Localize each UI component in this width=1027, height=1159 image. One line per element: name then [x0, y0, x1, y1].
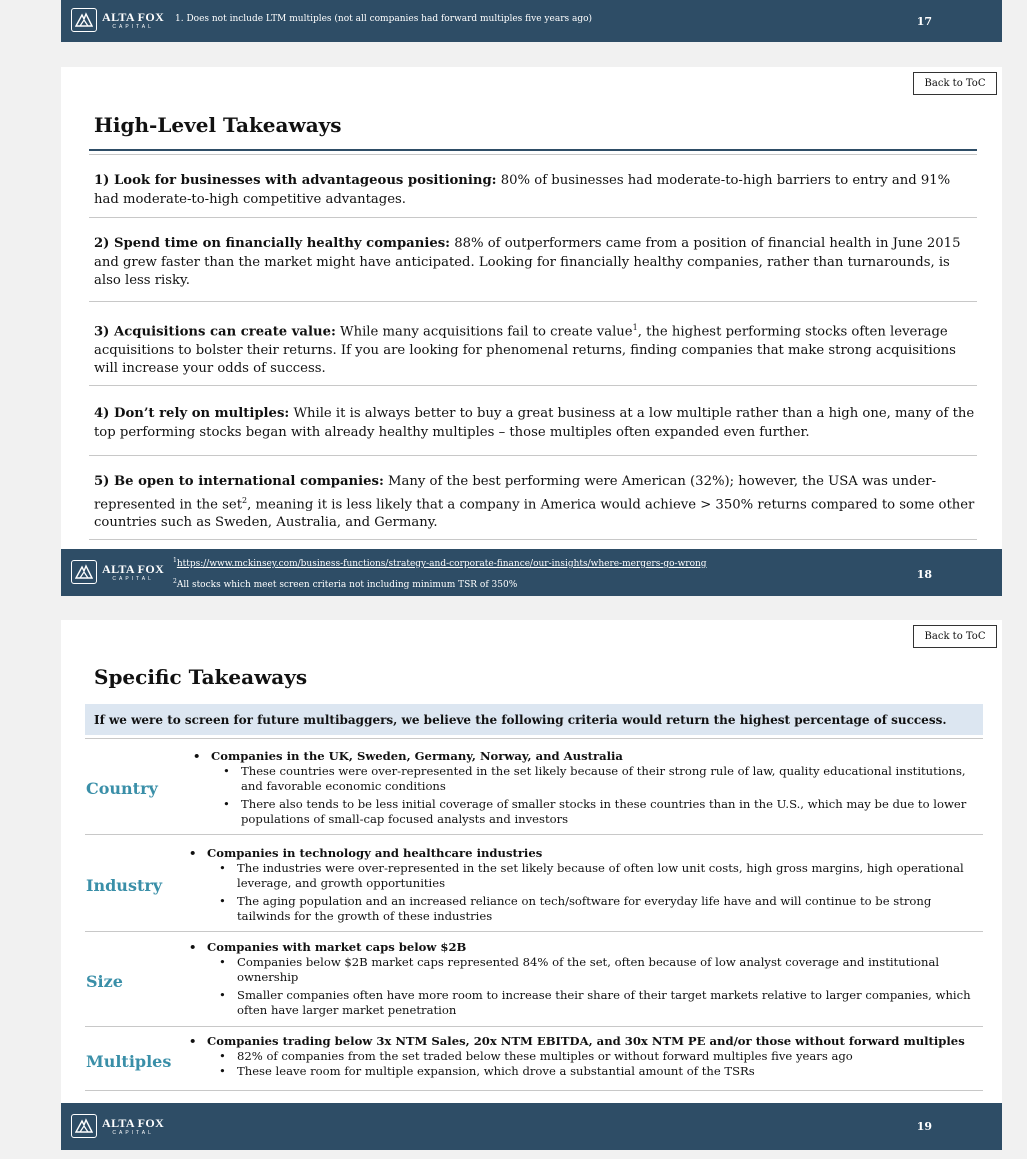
- mckinsey-link[interactable]: https://www.mckinsey.com/business-functions/strategy-and-corporate-finance/our-insights/where-mergers-go-wrong: [176, 559, 707, 569]
- takeaway-head: 1) Look for businesses with advantageous positioning:: [94, 173, 497, 188]
- criteria-sub: • The aging population and an increased reliance on tech/software for everyday life have and will continue to be strong tailwinds for the growth of these industries: [219, 894, 975, 924]
- criteria-main: • Companies in the UK, Sweden, Germany, Norway, and Australia: [193, 749, 979, 764]
- divider: [89, 301, 977, 302]
- page17-number: 17: [916, 15, 932, 28]
- takeaway-head: 2) Spend time on financially healthy companies:: [94, 236, 451, 251]
- logo-sub: CAPITAL: [112, 1129, 154, 1136]
- takeaway-text: While it is always better to buy a great business at a low multiple rather than a high one, many of the top performing stocks began with already healthy multiples – those multiples often expanded even further.: [94, 406, 975, 440]
- footnote-ref: 2: [242, 495, 248, 505]
- divider: [89, 455, 977, 456]
- footnote-2-mark: 2: [173, 578, 177, 585]
- fox-icon: [71, 8, 97, 32]
- criteria-block-size: [185, 940, 975, 1018]
- criteria-sub: • There also tends to be less initial coverage of smaller stocks in these countries than in the U.S., which may be due to lower populations of small-cap focused analysts and investors: [223, 797, 979, 827]
- divider: [89, 217, 977, 218]
- takeaway-item: [94, 319, 979, 379]
- alta-fox-logo: [71, 1113, 164, 1139]
- criteria-sub: • Companies below $2B market caps represented 84% of the set, often because of low analyst coverage and institutional ownership: [219, 955, 975, 985]
- page19-number: 19: [916, 1120, 932, 1133]
- back-to-toc-button[interactable]: Back to ToC: [913, 72, 997, 95]
- criteria-sub: • The industries were over-represented in the set likely because of often low unit costs, high gross margins, high operational leverage, and growth opportunities: [219, 861, 975, 891]
- takeaway-head: 5) Be open to international companies:: [94, 474, 384, 489]
- footnote-ref: 1: [632, 323, 638, 332]
- divider: [85, 1026, 983, 1027]
- divider: [85, 931, 983, 932]
- divider: [85, 1090, 983, 1091]
- divider: [85, 834, 983, 835]
- takeaway-item: [94, 172, 979, 209]
- back-to-toc-button[interactable]: Back to ToC: [913, 625, 997, 648]
- category-multiples: Multiples: [86, 1052, 172, 1071]
- logo-name: ALTA FOX: [102, 1115, 165, 1130]
- footnote-2-text: All stocks which meet screen criteria not including minimum TSR of 350%: [176, 580, 518, 590]
- logo-name: ALTA FOX: [102, 561, 165, 576]
- criteria-sub: • Smaller companies often have more room to increase their share of their target markets relative to larger companies, which often have larger market penetration: [219, 988, 975, 1018]
- page18-slide: [61, 67, 1002, 549]
- logo-name: ALTA FOX: [102, 9, 165, 24]
- fox-icon: [71, 560, 97, 584]
- page17-footnote: 1. Does not include LTM multiples (not all companies had forward multiples five years ago): [175, 14, 593, 24]
- alta-fox-logo: [71, 559, 164, 585]
- logo-sub: CAPITAL: [112, 23, 154, 30]
- takeaway-item: [94, 473, 979, 533]
- criteria-block-country: [189, 749, 979, 827]
- footnote-2: [173, 578, 517, 590]
- takeaway-item: [94, 235, 979, 291]
- criteria-main: • Companies in technology and healthcare industries: [189, 846, 975, 861]
- criteria-block-industry: [185, 846, 975, 924]
- takeaway-item: [94, 405, 979, 442]
- fox-icon: [71, 1114, 97, 1138]
- criteria-main: • Companies trading below 3x NTM Sales, 20x NTM EBITDA, and 30x NTM PE and/or those without forward multiples: [189, 1034, 975, 1049]
- takeaway-text: 80% of businesses had moderate-to-high barriers to entry and 91% had moderate-to-high competitive advantages.: [94, 173, 951, 207]
- category-country: Country: [86, 779, 158, 798]
- takeaway-text: While many acquisitions fail to create value: [335, 324, 633, 340]
- page19-title: Specific Takeaways: [94, 665, 308, 689]
- page19-slide: [61, 620, 1002, 1103]
- criteria-main: • Companies with market caps below $2B: [189, 940, 975, 955]
- takeaway-text: 88% of outperformers came from a position of financial health in June 2015 and grew faster than the market might have anticipated. Looking for financially healthy companies, rather than turnarounds, is also less risky.: [94, 236, 961, 288]
- criteria-block-multiples: [185, 1034, 975, 1079]
- category-industry: Industry: [86, 876, 163, 895]
- title-rule-thin: [89, 154, 977, 155]
- takeaway-text: Many of the best performing were American (32%); however, the USA was under-represented in the set: [94, 474, 937, 512]
- page19-footer: [61, 1103, 1002, 1150]
- criteria-sub: • 82% of companies from the set traded below these multiples or without forward multiples five years ago: [219, 1049, 975, 1064]
- takeaway-text: , the highest performing stocks often leverage acquisitions to bolster their returns. If you are looking for phenomenal returns, finding companies that make strong acquisitions will increase your odds of success.: [94, 324, 956, 377]
- page18-footer: [61, 549, 1002, 596]
- divider: [85, 738, 983, 739]
- takeaway-text: , meaning it is less likely that a company in America would achieve > 350% returns compared to some other countries such as Sweden, Australia, and Germany.: [94, 496, 975, 531]
- title-rule: [89, 149, 977, 151]
- divider: [89, 539, 977, 540]
- criteria-sub: • These countries were over-represented in the set likely because of their strong rule of law, quality educational institutions, and favorable economic conditions: [223, 764, 979, 794]
- category-size: Size: [86, 972, 123, 991]
- divider: [89, 385, 977, 386]
- criteria-sub: • These leave room for multiple expansion, which drove a substantial amount of the TSRs: [219, 1064, 975, 1079]
- footnote-1-mark: 1: [173, 557, 177, 564]
- logo-sub: CAPITAL: [112, 575, 154, 582]
- alta-fox-logo: [71, 7, 164, 33]
- page18-number: 18: [916, 568, 932, 581]
- takeaway-head: 3) Acquisitions can create value:: [94, 324, 336, 340]
- criteria-banner: If we were to screen for future multibaggers, we believe the following criteria would return the highest percentage of success.: [85, 704, 983, 735]
- takeaway-head: 4) Don’t rely on multiples:: [94, 406, 290, 421]
- page18-title: High-Level Takeaways: [94, 113, 342, 137]
- footnote-1: [173, 557, 707, 569]
- page17-footer: [61, 0, 1002, 42]
